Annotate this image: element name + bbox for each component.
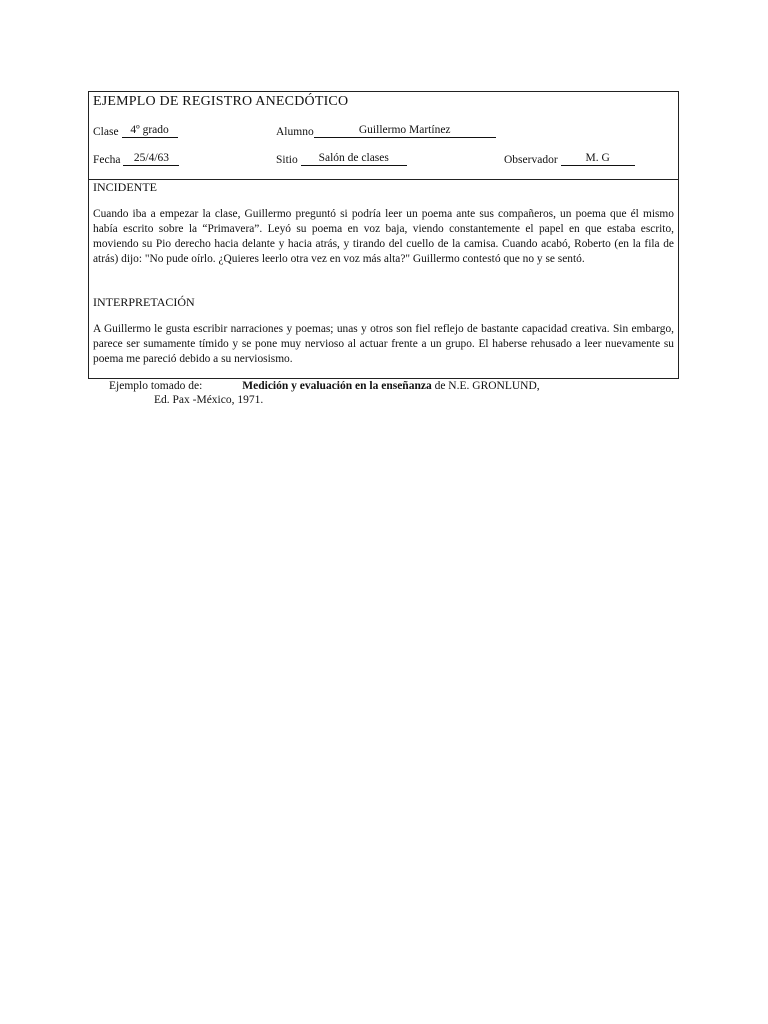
document-title: EJEMPLO DE REGISTRO ANECDÓTICO	[93, 94, 349, 109]
fecha-field	[93, 151, 179, 166]
observador-value: M. G	[561, 151, 635, 166]
record-header	[89, 92, 678, 180]
clase-field	[93, 123, 178, 138]
anecdotal-record-form	[88, 91, 679, 379]
field-row-class-student	[89, 123, 678, 139]
sitio-label: Sitio	[276, 154, 298, 166]
field-row-date-place-observer	[89, 151, 678, 167]
source-caption	[109, 380, 540, 392]
observador-label: Observador	[504, 154, 558, 166]
alumno-label: Alumno	[276, 126, 314, 138]
incidente-heading: INCIDENTE	[93, 180, 157, 194]
sitio-field	[276, 151, 407, 166]
alumno-value: Guillermo Martínez	[314, 123, 496, 138]
clase-value: 4º grado	[122, 123, 178, 138]
caption-publisher: Ed. Pax -México, 1971.	[154, 394, 264, 406]
caption-book-title: Medición y evaluación en la enseñanza	[242, 380, 432, 392]
fecha-value: 25/4/63	[123, 151, 179, 166]
interpretacion-text: A Guillermo le gusta escribir narraciones y poemas; unas y otros son fiel reflejo de bastante capacidad creativa. Sin embargo, parece ser sumamente tímido y se pone muy nervioso al actuar frente a un grupo. El haberse rehusado a leer nuevamente su poema me pareció debido a su nerviosismo.	[93, 323, 674, 365]
clase-label: Clase	[93, 126, 119, 138]
caption-author: de N.E. GRONLUND,	[431, 380, 540, 392]
fecha-label: Fecha	[93, 154, 121, 166]
observador-field	[504, 151, 635, 166]
alumno-field	[276, 123, 496, 138]
sitio-value: Salón de clases	[301, 151, 407, 166]
interpretacion-heading: INTERPRETACIÓN	[93, 295, 195, 309]
caption-prefix: Ejemplo tomado de:	[109, 380, 203, 392]
incidente-text: Cuando iba a empezar la clase, Guillermo preguntó si podría leer un poema ante sus compañeros, un poema que él mismo había escrito sobre la “Primavera”. Leyó su poema en voz baja, viendo constantemente el papel en que estaba escrito, moviendo su Pio derecho hacia delante y hacia atrás, y tirando del cuello de la camisa. Cuando acabó, Roberto (en la fila de atrás) dijo: "No pude oírlo. ¿Quieres leerlo otra vez en voz más alta?" Guillermo contestó que no y se sentó.	[93, 208, 674, 265]
